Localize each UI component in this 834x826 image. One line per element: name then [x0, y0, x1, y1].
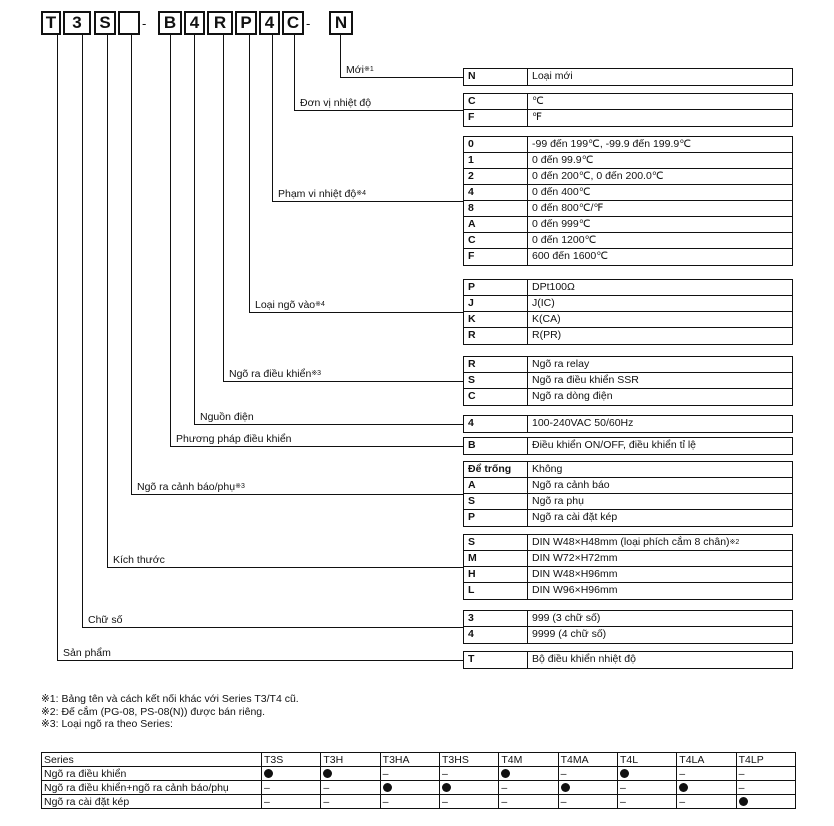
group-label	[346, 64, 374, 76]
connector-stem	[294, 35, 295, 110]
option-code: C	[464, 94, 528, 109]
code-box: T	[41, 11, 61, 35]
series-cell: –	[736, 767, 795, 781]
series-header-cell: T4LP	[736, 753, 795, 767]
option-row	[464, 373, 792, 389]
series-cell: –	[617, 795, 676, 809]
option-desc-text: 100-240VAC 50/60Hz	[532, 417, 634, 429]
option-group	[463, 534, 793, 600]
group-label	[63, 647, 111, 659]
series-header-cell: T3S	[262, 753, 321, 767]
option-row	[464, 510, 792, 526]
option-desc	[528, 510, 792, 526]
group-label-text: Loại ngõ vào	[255, 299, 316, 311]
connector-stem	[223, 35, 224, 381]
series-cell: –	[558, 767, 617, 781]
connector-line	[340, 77, 463, 78]
series-cell: –	[321, 795, 380, 809]
group-label	[255, 299, 325, 311]
option-desc-text: R(PR)	[532, 329, 562, 341]
option-desc-text: 0 đến 1200℃	[532, 234, 597, 246]
option-row	[464, 389, 792, 405]
option-code: 1	[464, 153, 528, 168]
connector-stem	[57, 35, 58, 660]
code-box: 3	[63, 11, 91, 35]
group-label	[229, 368, 321, 380]
option-code: T	[464, 652, 528, 668]
connector-stem	[170, 35, 171, 446]
option-row	[464, 110, 792, 126]
option-desc	[528, 296, 792, 311]
option-desc-text: K(CA)	[532, 313, 561, 325]
option-desc	[528, 280, 792, 295]
option-row	[464, 357, 792, 373]
option-code: 2	[464, 169, 528, 184]
footnote-1: ※1: Bảng tên và cách kết nối khác với Series T3/T4 cũ.	[41, 693, 299, 705]
option-desc	[528, 535, 792, 550]
option-desc	[528, 462, 792, 477]
option-code: S	[464, 373, 528, 388]
option-desc	[528, 652, 792, 668]
option-desc	[528, 551, 792, 566]
option-desc	[528, 494, 792, 509]
option-row	[464, 201, 792, 217]
series-header-cell: T4L	[617, 753, 676, 767]
option-code: M	[464, 551, 528, 566]
option-group	[463, 415, 793, 433]
group-note-mark: ※1	[363, 66, 374, 73]
series-cell: –	[677, 767, 736, 781]
series-cell: –	[558, 795, 617, 809]
option-code: L	[464, 583, 528, 599]
group-note-mark: ※3	[311, 370, 322, 377]
option-row	[464, 583, 792, 599]
option-desc	[528, 312, 792, 327]
option-desc-text: DPt100Ω	[532, 281, 575, 293]
series-header-row	[42, 753, 796, 767]
option-code: P	[464, 510, 528, 526]
option-desc-text: DIN W48×H48mm (loại phích cắm 8 chân)	[532, 536, 730, 548]
code-box: C	[282, 11, 304, 35]
series-output-table	[41, 752, 796, 809]
connector-line	[170, 446, 463, 447]
option-row	[464, 494, 792, 510]
series-cell	[617, 767, 676, 781]
option-code: 0	[464, 137, 528, 152]
group-label	[176, 433, 292, 445]
series-cell	[380, 781, 439, 795]
option-desc	[528, 373, 792, 388]
series-header-cell: T4MA	[558, 753, 617, 767]
option-code: Để trống	[464, 462, 528, 477]
filled-dot-icon	[620, 769, 629, 778]
series-cell: –	[736, 781, 795, 795]
series-row	[42, 781, 796, 795]
option-code: F	[464, 249, 528, 265]
group-label-text: Sản phẩm	[63, 647, 111, 659]
footnote-3: ※3: Loại ngõ ra theo Series:	[41, 718, 173, 730]
option-desc-text: J(IC)	[532, 297, 555, 309]
option-group	[463, 68, 793, 86]
series-cell	[558, 781, 617, 795]
code-box: 4	[184, 11, 205, 35]
option-desc	[528, 389, 792, 405]
connector-line	[57, 660, 463, 661]
option-row	[464, 94, 792, 110]
option-desc-text: 999 (3 chữ số)	[532, 612, 601, 624]
series-row-label: Ngõ ra điều khiển+ngõ ra cảnh báo/phụ	[42, 781, 262, 795]
option-desc-text: ℉	[532, 111, 542, 123]
group-note-mark: ※4	[315, 301, 325, 308]
option-row	[464, 567, 792, 583]
group-label	[300, 97, 371, 109]
series-cell: –	[380, 767, 439, 781]
series-header-cell: Series	[42, 753, 262, 767]
code-box: 4	[259, 11, 280, 35]
option-desc-text: 0 đến 999℃	[532, 218, 591, 230]
connector-line	[194, 424, 463, 425]
code-box: B	[158, 11, 182, 35]
series-cell: –	[677, 795, 736, 809]
option-desc-text: Bộ điều khiển nhiệt độ	[532, 653, 636, 665]
group-label-text: Nguồn điện	[200, 411, 254, 423]
option-row	[464, 312, 792, 328]
option-desc	[528, 110, 792, 126]
option-desc	[528, 94, 792, 109]
filled-dot-icon	[264, 769, 273, 778]
series-cell: –	[499, 781, 558, 795]
option-group	[463, 610, 793, 644]
option-code: K	[464, 312, 528, 327]
connector-line	[249, 312, 463, 313]
series-row-label: Ngõ ra cài đặt kép	[42, 795, 262, 809]
option-row	[464, 438, 792, 454]
option-desc-text: DIN W96×H96mm	[532, 584, 618, 596]
option-desc	[528, 611, 792, 626]
option-group	[463, 356, 793, 406]
option-code: C	[464, 389, 528, 405]
option-group	[463, 437, 793, 455]
option-row	[464, 153, 792, 169]
connector-line	[272, 201, 463, 202]
group-label-text: Kích thước	[113, 554, 165, 566]
series-row	[42, 795, 796, 809]
option-desc-text: ℃	[532, 95, 544, 107]
series-cell	[677, 781, 736, 795]
connector-stem	[272, 35, 273, 201]
option-code: 4	[464, 627, 528, 643]
code-box: P	[235, 11, 257, 35]
group-label	[200, 411, 254, 423]
connector-stem	[194, 35, 195, 424]
option-code: C	[464, 233, 528, 248]
option-code: 3	[464, 611, 528, 626]
option-row	[464, 137, 792, 153]
filled-dot-icon	[679, 783, 688, 792]
option-row	[464, 296, 792, 312]
option-desc	[528, 69, 792, 85]
option-desc-text: Ngõ ra điều khiển SSR	[532, 374, 639, 386]
option-desc	[528, 217, 792, 232]
option-row	[464, 478, 792, 494]
option-code: F	[464, 110, 528, 126]
option-desc-text: Ngõ ra cài đặt kép	[532, 511, 618, 523]
series-cell: –	[262, 795, 321, 809]
group-label	[278, 188, 366, 200]
connector-stem	[107, 35, 108, 567]
connector-line	[294, 110, 463, 111]
option-row	[464, 69, 792, 85]
series-cell: –	[499, 795, 558, 809]
group-note-mark: ※3	[235, 483, 245, 490]
filled-dot-icon	[323, 769, 332, 778]
option-row	[464, 233, 792, 249]
code-separator: -	[142, 15, 147, 31]
filled-dot-icon	[561, 783, 570, 792]
option-desc	[528, 438, 792, 454]
option-desc	[528, 567, 792, 582]
option-row	[464, 217, 792, 233]
series-cell: –	[617, 781, 676, 795]
group-note-mark: ※4	[356, 190, 366, 197]
group-label-text: Đơn vị nhiệt độ	[300, 97, 372, 109]
option-desc-text: DIN W72×H72mm	[532, 552, 618, 564]
option-desc-text: Ngõ ra relay	[532, 358, 590, 370]
option-code: R	[464, 328, 528, 344]
connector-stem	[249, 35, 250, 312]
group-label-text: Phạm vi nhiệt độ	[278, 188, 357, 200]
option-desc	[528, 627, 792, 643]
option-desc	[528, 169, 792, 184]
option-desc	[528, 357, 792, 372]
option-code: J	[464, 296, 528, 311]
option-desc	[528, 185, 792, 200]
option-desc-text: Ngõ ra cảnh báo	[532, 479, 610, 491]
option-group	[463, 279, 793, 345]
option-row	[464, 249, 792, 265]
filled-dot-icon	[442, 783, 451, 792]
option-desc	[528, 478, 792, 493]
group-label-text: Phương pháp điều khiển	[176, 433, 292, 445]
option-row	[464, 185, 792, 201]
connector-line	[82, 627, 463, 628]
option-desc-text: Không	[532, 463, 563, 475]
option-desc-text: 9999 (4 chữ số)	[532, 628, 607, 640]
group-label	[137, 481, 245, 493]
connector-line	[223, 381, 463, 382]
code-box: S	[94, 11, 116, 35]
option-desc-text: 0 đến 400℃	[532, 186, 591, 198]
series-cell: –	[321, 781, 380, 795]
series-row	[42, 767, 796, 781]
option-group	[463, 461, 793, 527]
option-code: S	[464, 494, 528, 509]
option-desc-text: 0 đến 99.9℃	[532, 154, 594, 166]
option-row	[464, 551, 792, 567]
code-box: N	[329, 11, 353, 35]
series-header-cell: T4M	[499, 753, 558, 767]
series-header-cell: T4LA	[677, 753, 736, 767]
option-desc	[528, 153, 792, 168]
option-code: S	[464, 535, 528, 550]
footnote-2: ※2: Đế cắm (PG-08, PS-08(N)) được bán riêng.	[41, 705, 266, 718]
option-desc	[528, 583, 792, 599]
series-cell: –	[380, 795, 439, 809]
series-cell: –	[439, 795, 498, 809]
series-cell: –	[262, 781, 321, 795]
series-header-cell: T3HA	[380, 753, 439, 767]
option-code: R	[464, 357, 528, 372]
series-cell	[499, 767, 558, 781]
group-label-text: Ngõ ra điều khiển	[229, 368, 312, 380]
group-label	[88, 614, 122, 626]
option-desc	[528, 201, 792, 216]
group-label-text: Ngõ ra cảnh báo/phụ	[137, 481, 236, 493]
filled-dot-icon	[383, 783, 392, 792]
option-row	[464, 280, 792, 296]
option-code: 4	[464, 185, 528, 200]
option-row	[464, 328, 792, 344]
option-desc	[528, 137, 792, 152]
option-row	[464, 627, 792, 643]
option-desc-text: -99 đến 199℃, -99.9 đến 199.9℃	[532, 138, 692, 150]
connector-stem	[82, 35, 83, 627]
option-code: 8	[464, 201, 528, 216]
option-group	[463, 93, 793, 127]
option-desc-text: Ngõ ra phụ	[532, 495, 584, 507]
option-row	[464, 611, 792, 627]
option-row	[464, 652, 792, 668]
series-cell	[262, 767, 321, 781]
series-cell	[321, 767, 380, 781]
series-header-cell: T3H	[321, 753, 380, 767]
footnotes	[41, 693, 299, 731]
group-label-text: Mới	[346, 64, 364, 76]
series-row-label: Ngõ ra điều khiển	[42, 767, 262, 781]
option-desc-text: Loại mới	[532, 70, 573, 82]
option-desc-text: 0 đến 200℃, 0 đến 200.0℃	[532, 170, 664, 182]
code-separator: -	[306, 15, 311, 31]
option-code: A	[464, 217, 528, 232]
code-box	[118, 11, 140, 35]
option-desc	[528, 233, 792, 248]
filled-dot-icon	[739, 797, 748, 806]
code-box: R	[207, 11, 233, 35]
filled-dot-icon	[501, 769, 510, 778]
option-group	[463, 136, 793, 266]
option-code: H	[464, 567, 528, 582]
option-note-mark: ※2	[729, 539, 740, 546]
series-cell	[439, 781, 498, 795]
option-row	[464, 535, 792, 551]
option-desc-text: 600 đến 1600℃	[532, 250, 609, 262]
option-desc-text: DIN W48×H96mm	[532, 568, 618, 580]
option-code: P	[464, 280, 528, 295]
series-cell	[736, 795, 795, 809]
series-header-cell: T3HS	[439, 753, 498, 767]
connector-line	[107, 567, 463, 568]
option-desc-text: Điều khiển ON/OFF, điều khiển tỉ lệ	[532, 439, 696, 451]
option-desc	[528, 328, 792, 344]
option-desc-text: 0 đến 800℃/℉	[532, 202, 604, 214]
option-row	[464, 169, 792, 185]
option-desc	[528, 249, 792, 265]
option-row	[464, 416, 792, 432]
connector-line	[131, 494, 463, 495]
connector-stem	[131, 35, 132, 494]
option-desc-text: Ngõ ra dòng điện	[532, 390, 613, 402]
connector-stem	[340, 35, 341, 77]
option-code: A	[464, 478, 528, 493]
group-label	[113, 554, 165, 566]
option-code: B	[464, 438, 528, 454]
option-code: 4	[464, 416, 528, 432]
group-label-text: Chữ số	[88, 614, 123, 626]
option-group	[463, 651, 793, 669]
option-code: N	[464, 69, 528, 85]
series-cell: –	[439, 767, 498, 781]
option-row	[464, 462, 792, 478]
option-desc	[528, 416, 792, 432]
